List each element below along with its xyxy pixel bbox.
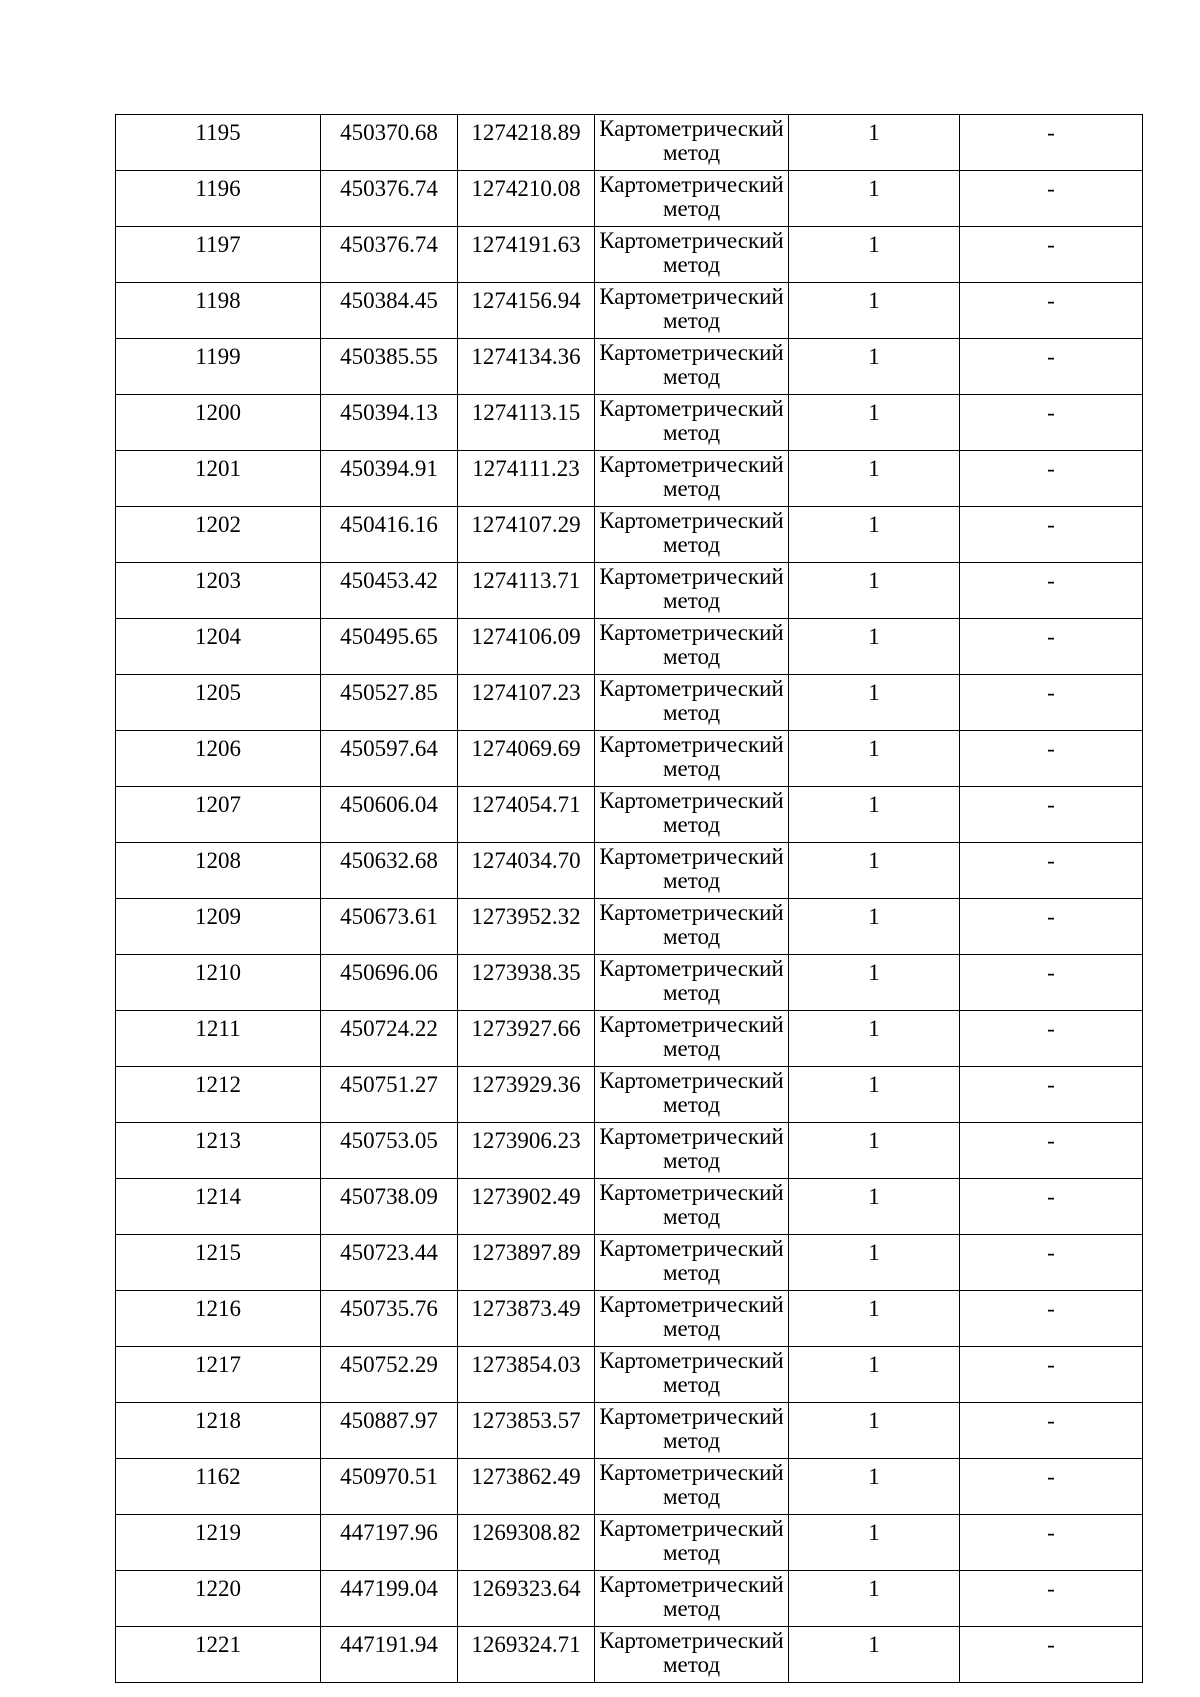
point-number-cell: 1207 [116, 787, 321, 843]
accuracy-cell: 1 [789, 1403, 960, 1459]
y-coordinate-cell: 1274106.09 [458, 619, 595, 675]
x-coordinate-cell: 450416.16 [321, 507, 458, 563]
accuracy-cell: 1 [789, 1515, 960, 1571]
method-line-1: Картометрический [599, 1292, 784, 1317]
y-coordinate-cell: 1274210.08 [458, 171, 595, 227]
accuracy-cell: 1 [789, 731, 960, 787]
method-line-2: метод [662, 252, 721, 277]
method-line-2: метод [662, 1148, 721, 1173]
y-coordinate-cell: 1274111.23 [458, 451, 595, 507]
method-cell [595, 1347, 789, 1403]
point-number-cell: 1195 [116, 115, 321, 171]
method-line-1: Картометрический [599, 172, 784, 197]
table-row [116, 1123, 1143, 1179]
table-row [116, 395, 1143, 451]
method-line-2: метод [662, 476, 721, 501]
table-row [116, 507, 1143, 563]
method-line-1: Картометрический [599, 1628, 784, 1653]
x-coordinate-cell: 450735.76 [321, 1291, 458, 1347]
x-coordinate-cell: 450376.74 [321, 227, 458, 283]
method-line-2: метод [662, 140, 721, 165]
y-coordinate-cell: 1273929.36 [458, 1067, 595, 1123]
method-cell [595, 115, 789, 171]
method-cell [595, 1459, 789, 1515]
x-coordinate-cell: 450376.74 [321, 171, 458, 227]
x-coordinate-cell: 450632.68 [321, 843, 458, 899]
x-coordinate-cell: 450527.85 [321, 675, 458, 731]
table-row [116, 1627, 1143, 1683]
x-coordinate-cell: 450673.61 [321, 899, 458, 955]
point-number-cell: 1211 [116, 1011, 321, 1067]
point-number-cell: 1217 [116, 1347, 321, 1403]
method-line-1: Картометрический [599, 452, 784, 477]
method-line-2: метод [662, 1260, 721, 1285]
accuracy-cell: 1 [789, 283, 960, 339]
method-cell [595, 171, 789, 227]
note-cell: - [960, 171, 1143, 227]
note-cell: - [960, 675, 1143, 731]
y-coordinate-cell: 1274156.94 [458, 283, 595, 339]
method-cell [595, 619, 789, 675]
table-row [116, 1011, 1143, 1067]
note-cell: - [960, 1067, 1143, 1123]
x-coordinate-cell: 450453.42 [321, 563, 458, 619]
method-line-1: Картометрический [599, 1516, 784, 1541]
y-coordinate-cell: 1274191.63 [458, 227, 595, 283]
x-coordinate-cell: 450394.91 [321, 451, 458, 507]
table-row [116, 619, 1143, 675]
y-coordinate-cell: 1274107.23 [458, 675, 595, 731]
note-cell: - [960, 1571, 1143, 1627]
method-line-1: Картометрический [599, 1068, 784, 1093]
method-line-1: Картометрический [599, 844, 784, 869]
method-line-1: Картометрический [599, 1572, 784, 1597]
x-coordinate-cell: 450394.13 [321, 395, 458, 451]
x-coordinate-cell: 450753.05 [321, 1123, 458, 1179]
method-line-1: Картометрический [599, 396, 784, 421]
table-row [116, 171, 1143, 227]
y-coordinate-cell: 1273854.03 [458, 1347, 595, 1403]
table-row [116, 675, 1143, 731]
method-line-2: метод [662, 1092, 721, 1117]
point-number-cell: 1162 [116, 1459, 321, 1515]
method-cell [595, 1627, 789, 1683]
point-number-cell: 1221 [116, 1627, 321, 1683]
point-number-cell: 1200 [116, 395, 321, 451]
accuracy-cell: 1 [789, 395, 960, 451]
table-row [116, 843, 1143, 899]
table-row [116, 451, 1143, 507]
table-row [116, 1291, 1143, 1347]
method-line-1: Картометрический [599, 676, 784, 701]
point-number-cell: 1201 [116, 451, 321, 507]
method-cell [595, 843, 789, 899]
method-cell [595, 1291, 789, 1347]
note-cell: - [960, 1627, 1143, 1683]
note-cell: - [960, 395, 1143, 451]
method-line-2: метод [662, 1596, 721, 1621]
method-line-1: Картометрический [599, 1348, 784, 1373]
method-line-2: метод [662, 1652, 721, 1677]
y-coordinate-cell: 1274107.29 [458, 507, 595, 563]
x-coordinate-cell: 450723.44 [321, 1235, 458, 1291]
accuracy-cell: 1 [789, 1571, 960, 1627]
method-line-1: Картометрический [599, 1012, 784, 1037]
y-coordinate-cell: 1274113.71 [458, 563, 595, 619]
method-line-2: метод [662, 980, 721, 1005]
accuracy-cell: 1 [789, 843, 960, 899]
method-cell [595, 1123, 789, 1179]
method-line-1: Картометрический [599, 508, 784, 533]
coordinates-table [115, 114, 1143, 1683]
method-line-1: Картометрический [599, 1124, 784, 1149]
method-line-2: метод [662, 644, 721, 669]
accuracy-cell: 1 [789, 171, 960, 227]
y-coordinate-cell: 1269324.71 [458, 1627, 595, 1683]
table-row [116, 899, 1143, 955]
point-number-cell: 1206 [116, 731, 321, 787]
method-line-1: Картометрический [599, 116, 784, 141]
accuracy-cell: 1 [789, 955, 960, 1011]
method-cell [595, 395, 789, 451]
method-line-2: метод [662, 308, 721, 333]
table-row [116, 955, 1143, 1011]
accuracy-cell: 1 [789, 787, 960, 843]
method-cell [595, 283, 789, 339]
accuracy-cell: 1 [789, 1291, 960, 1347]
note-cell: - [960, 339, 1143, 395]
method-line-2: метод [662, 196, 721, 221]
accuracy-cell: 1 [789, 451, 960, 507]
note-cell: - [960, 1459, 1143, 1515]
note-cell: - [960, 1123, 1143, 1179]
x-coordinate-cell: 450738.09 [321, 1179, 458, 1235]
note-cell: - [960, 283, 1143, 339]
x-coordinate-cell: 447197.96 [321, 1515, 458, 1571]
method-line-2: метод [662, 924, 721, 949]
accuracy-cell: 1 [789, 1235, 960, 1291]
method-line-2: метод [662, 812, 721, 837]
note-cell: - [960, 843, 1143, 899]
method-line-1: Картометрический [599, 900, 784, 925]
x-coordinate-cell: 450887.97 [321, 1403, 458, 1459]
point-number-cell: 1214 [116, 1179, 321, 1235]
point-number-cell: 1210 [116, 955, 321, 1011]
method-cell [595, 227, 789, 283]
x-coordinate-cell: 450724.22 [321, 1011, 458, 1067]
method-line-2: метод [662, 868, 721, 893]
x-coordinate-cell: 447199.04 [321, 1571, 458, 1627]
point-number-cell: 1212 [116, 1067, 321, 1123]
accuracy-cell: 1 [789, 227, 960, 283]
y-coordinate-cell: 1273927.66 [458, 1011, 595, 1067]
accuracy-cell: 1 [789, 1347, 960, 1403]
method-line-2: метод [662, 364, 721, 389]
method-line-2: метод [662, 1372, 721, 1397]
y-coordinate-cell: 1274113.15 [458, 395, 595, 451]
point-number-cell: 1202 [116, 507, 321, 563]
table-row [116, 227, 1143, 283]
method-cell [595, 1011, 789, 1067]
method-line-2: метод [662, 1484, 721, 1509]
accuracy-cell: 1 [789, 1459, 960, 1515]
point-number-cell: 1196 [116, 171, 321, 227]
method-cell [595, 1179, 789, 1235]
table-row [116, 1179, 1143, 1235]
y-coordinate-cell: 1273938.35 [458, 955, 595, 1011]
method-line-1: Картометрический [599, 228, 784, 253]
note-cell: - [960, 451, 1143, 507]
note-cell: - [960, 1291, 1143, 1347]
point-number-cell: 1219 [116, 1515, 321, 1571]
method-line-1: Картометрический [599, 1236, 784, 1261]
note-cell: - [960, 1235, 1143, 1291]
method-line-2: метод [662, 1204, 721, 1229]
method-line-1: Картометрический [599, 1404, 784, 1429]
note-cell: - [960, 1403, 1143, 1459]
accuracy-cell: 1 [789, 1627, 960, 1683]
table-row [116, 1459, 1143, 1515]
point-number-cell: 1197 [116, 227, 321, 283]
point-number-cell: 1213 [116, 1123, 321, 1179]
method-line-2: метод [662, 420, 721, 445]
point-number-cell: 1218 [116, 1403, 321, 1459]
y-coordinate-cell: 1273873.49 [458, 1291, 595, 1347]
accuracy-cell: 1 [789, 1123, 960, 1179]
method-line-2: метод [662, 1316, 721, 1341]
note-cell: - [960, 899, 1143, 955]
y-coordinate-cell: 1273952.32 [458, 899, 595, 955]
point-number-cell: 1208 [116, 843, 321, 899]
note-cell: - [960, 563, 1143, 619]
table-row [116, 731, 1143, 787]
accuracy-cell: 1 [789, 115, 960, 171]
table-row [116, 1235, 1143, 1291]
accuracy-cell: 1 [789, 563, 960, 619]
note-cell: - [960, 731, 1143, 787]
method-line-2: метод [662, 1428, 721, 1453]
y-coordinate-cell: 1273853.57 [458, 1403, 595, 1459]
table-row [116, 1067, 1143, 1123]
method-cell [595, 899, 789, 955]
y-coordinate-cell: 1273906.23 [458, 1123, 595, 1179]
table-row [116, 1347, 1143, 1403]
method-line-1: Картометрический [599, 956, 784, 981]
accuracy-cell: 1 [789, 899, 960, 955]
note-cell: - [960, 1179, 1143, 1235]
method-cell [595, 507, 789, 563]
point-number-cell: 1215 [116, 1235, 321, 1291]
y-coordinate-cell: 1274054.71 [458, 787, 595, 843]
table-row [116, 1571, 1143, 1627]
x-coordinate-cell: 450495.65 [321, 619, 458, 675]
accuracy-cell: 1 [789, 675, 960, 731]
method-cell [595, 731, 789, 787]
point-number-cell: 1199 [116, 339, 321, 395]
method-line-1: Картометрический [599, 732, 784, 757]
x-coordinate-cell: 450751.27 [321, 1067, 458, 1123]
method-line-2: метод [662, 588, 721, 613]
method-line-1: Картометрический [599, 1460, 784, 1485]
table-row [116, 787, 1143, 843]
x-coordinate-cell: 450370.68 [321, 115, 458, 171]
x-coordinate-cell: 447191.94 [321, 1627, 458, 1683]
method-cell [595, 1403, 789, 1459]
y-coordinate-cell: 1274069.69 [458, 731, 595, 787]
method-line-2: метод [662, 1540, 721, 1565]
method-line-1: Картометрический [599, 620, 784, 645]
accuracy-cell: 1 [789, 1179, 960, 1235]
accuracy-cell: 1 [789, 1067, 960, 1123]
method-line-1: Картометрический [599, 284, 784, 309]
method-cell [595, 675, 789, 731]
accuracy-cell: 1 [789, 507, 960, 563]
y-coordinate-cell: 1274218.89 [458, 115, 595, 171]
x-coordinate-cell: 450696.06 [321, 955, 458, 1011]
point-number-cell: 1220 [116, 1571, 321, 1627]
point-number-cell: 1203 [116, 563, 321, 619]
method-line-2: метод [662, 756, 721, 781]
method-cell [595, 1235, 789, 1291]
method-line-2: метод [662, 700, 721, 725]
point-number-cell: 1198 [116, 283, 321, 339]
method-cell [595, 451, 789, 507]
x-coordinate-cell: 450606.04 [321, 787, 458, 843]
table-row [116, 1403, 1143, 1459]
coordinates-table-body [116, 115, 1143, 1683]
x-coordinate-cell: 450597.64 [321, 731, 458, 787]
method-line-1: Картометрический [599, 564, 784, 589]
x-coordinate-cell: 450384.45 [321, 283, 458, 339]
method-cell [595, 1571, 789, 1627]
method-cell [595, 1515, 789, 1571]
method-cell [595, 955, 789, 1011]
point-number-cell: 1204 [116, 619, 321, 675]
y-coordinate-cell: 1269323.64 [458, 1571, 595, 1627]
note-cell: - [960, 619, 1143, 675]
y-coordinate-cell: 1273902.49 [458, 1179, 595, 1235]
y-coordinate-cell: 1274134.36 [458, 339, 595, 395]
note-cell: - [960, 227, 1143, 283]
point-number-cell: 1216 [116, 1291, 321, 1347]
y-coordinate-cell: 1273862.49 [458, 1459, 595, 1515]
table-row [116, 563, 1143, 619]
method-line-2: метод [662, 532, 721, 557]
method-cell [595, 1067, 789, 1123]
table-row [116, 339, 1143, 395]
note-cell: - [960, 1011, 1143, 1067]
note-cell: - [960, 1347, 1143, 1403]
x-coordinate-cell: 450970.51 [321, 1459, 458, 1515]
x-coordinate-cell: 450385.55 [321, 339, 458, 395]
note-cell: - [960, 115, 1143, 171]
table-row [116, 1515, 1143, 1571]
method-cell [595, 339, 789, 395]
method-line-2: метод [662, 1036, 721, 1061]
method-cell [595, 563, 789, 619]
point-number-cell: 1205 [116, 675, 321, 731]
y-coordinate-cell: 1269308.82 [458, 1515, 595, 1571]
accuracy-cell: 1 [789, 1011, 960, 1067]
method-cell [595, 787, 789, 843]
note-cell: - [960, 1515, 1143, 1571]
note-cell: - [960, 507, 1143, 563]
y-coordinate-cell: 1273897.89 [458, 1235, 595, 1291]
note-cell: - [960, 787, 1143, 843]
table-row [116, 283, 1143, 339]
accuracy-cell: 1 [789, 619, 960, 675]
note-cell: - [960, 955, 1143, 1011]
x-coordinate-cell: 450752.29 [321, 1347, 458, 1403]
method-line-1: Картометрический [599, 788, 784, 813]
point-number-cell: 1209 [116, 899, 321, 955]
method-line-1: Картометрический [599, 1180, 784, 1205]
table-row [116, 115, 1143, 171]
y-coordinate-cell: 1274034.70 [458, 843, 595, 899]
method-line-1: Картометрический [599, 340, 784, 365]
accuracy-cell: 1 [789, 339, 960, 395]
